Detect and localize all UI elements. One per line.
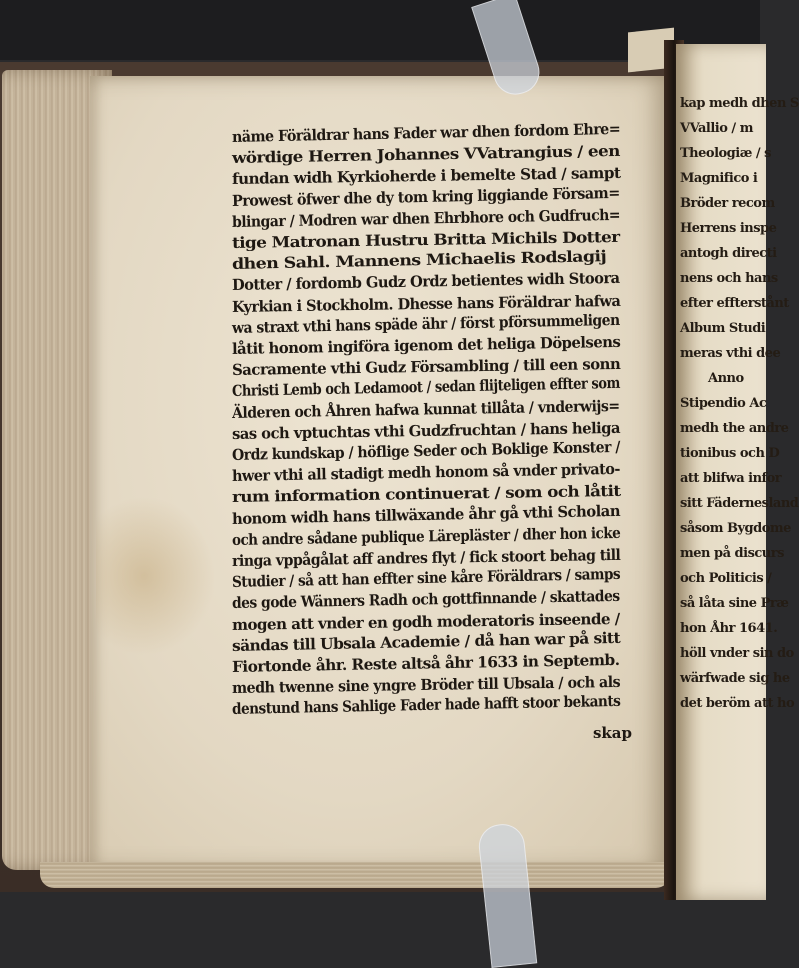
page-text [231,119,632,748]
facing-text-line: kap medh dhen S [680,96,799,111]
facing-text-line: antogh directi [680,246,777,261]
facing-text-line: meras vthi dee [680,346,781,361]
water-stain [96,496,216,656]
facing-text-line: medh the andre [680,421,789,436]
catchword: skap [592,724,632,742]
facing-text-line: wärfwade sig he [680,671,790,686]
facing-text-line: men på discurs [680,546,784,561]
facing-text-line: att blifwa infor [680,471,782,486]
text-line: tige Matronan Hustru Britta Michils Dotter [231,227,620,252]
text-line: fundan widh Kyrkioherde i bemelte Stad / sampt [231,164,621,189]
text-line: des gode Wänners Radh och gottfinnande / skattades [231,587,620,613]
text-line: sändas till Ubsala Academie / då han war på sitt [231,628,621,655]
text-line: låtit honom ingiföra igenom det heliga Döpelsens [231,332,621,358]
text-line: rum information continuerat / som och låtit [231,482,621,507]
facing-text-line: Theologiæ / s [680,146,771,161]
text-line: medh twenne sine yngre Bröder till Ubsala / och als [231,673,621,698]
facing-text-line: nens och hans [680,271,778,286]
page-stack-bottom [40,862,670,888]
text-line: och andre sådane publique Lärepläster / dher hon icke [231,523,621,549]
facing-text-line: det beröm att ho [680,696,795,711]
text-line: wördige Herren Johannes VVatrangius / een [231,142,620,168]
text-line: Kyrkian i Stockholm. Dhesse hans Föräldrar hafwa [231,291,621,316]
facing-text-line: tionibus och D [680,446,780,461]
text-line: sas och vptuchtas vthi Gudzfruchtan / hans heliga [231,418,621,443]
text-line: wa straxt vthi hans späde ähr / först pförsummeligen [231,310,620,337]
text-line: näme Föräldrar hans Fader war dhen fordom Ehre= [231,119,621,146]
text-line: honom widh hans tillwäxande åhr gå vthi Scholan [231,501,621,528]
text-line: Ordz kundskap / höflige Seder och Boklige Konster / [231,437,621,464]
facing-text-line: Herrens inspe [680,221,777,236]
text-line: denstund hans Sahlige Fader hade hafft stoor bekants [231,692,621,719]
text-line: Studier / så att han effter sine kåre Föräldrars / samps [231,565,621,592]
facing-text-line: höll vnder sin do [680,646,794,661]
facing-text-line: Anno [708,371,744,386]
text-line: mogen att vnder en godh moderatoris inseende / [231,609,620,634]
text-line: dhen Sahl. Mannens Michaelis Rodslagij [231,247,607,274]
facing-text-line: efter effterstånt [680,296,789,311]
text-line: ringa vppågålat aff andres flyt / fick stoort behag till [231,545,621,570]
text-line: Älderen och Åhren hafwa kunnat tillåta / vnderwijs= [231,396,620,422]
facing-text-line: Stipendio Ac [680,396,767,411]
facing-text-line: sitt Fädernesland [680,496,799,511]
text-line: hwer vthi all stadigt medh honom så vnder privato- [231,460,621,486]
text-line: blingar / Modren war dhen Ehrbhore och Gudfruch= [231,205,621,231]
facing-text-line: hon Åhr 1641. [680,621,778,636]
facing-text-line: Magnifico i [680,171,758,186]
facing-text-line: och Politicis / [680,571,772,586]
facing-text-line: så låta sine Præ [680,596,789,611]
facing-text-line: Bröder recom [680,196,775,211]
text-line: Prowest öfwer dhe dy tom kring liggiande Försam= [231,183,620,210]
facing-text-line: VVallio / m [680,121,753,136]
text-line: Sacramente vthi Gudz Försambling / till een sonn [231,355,621,380]
facing-text-line: Album Studi [680,321,766,336]
text-line: Christi Lemb och Ledamoot / sedan flijteligen effter som [231,374,620,401]
text-line: Fiortonde åhr. Reste altså åhr 1633 in Septemb. [231,650,620,676]
facing-text-line: såsom Bygdome [680,521,791,536]
facing-page-text [680,96,799,736]
text-line: Dotter / fordomb Gudz Ordz betientes widh Stoora [231,269,620,295]
